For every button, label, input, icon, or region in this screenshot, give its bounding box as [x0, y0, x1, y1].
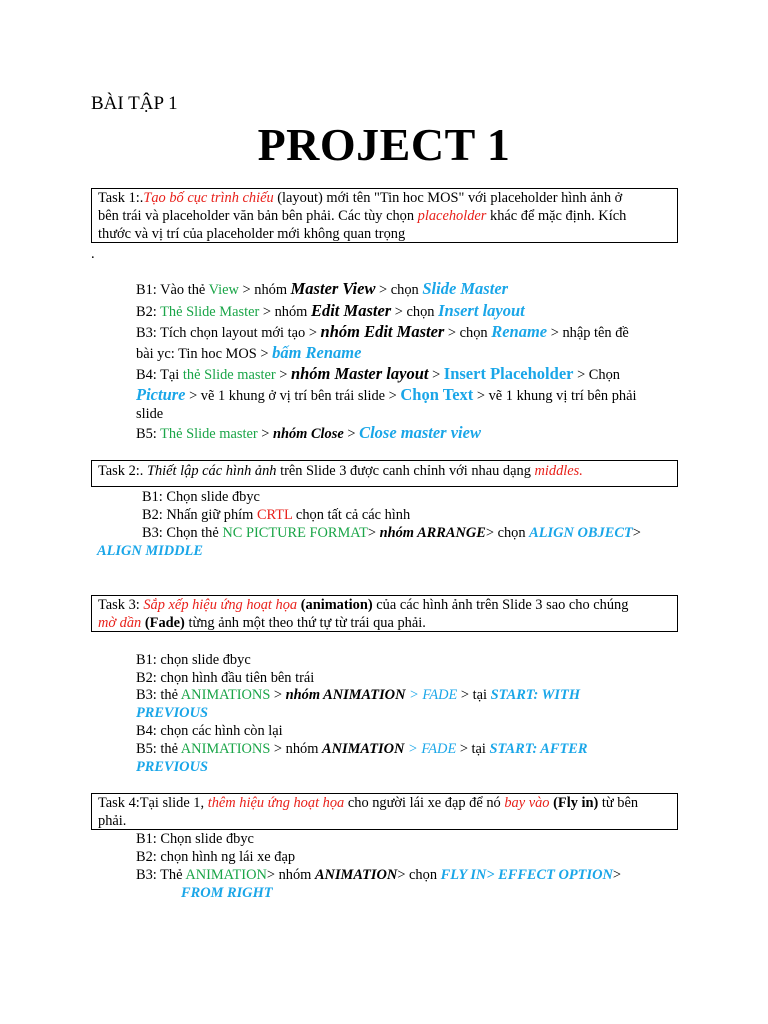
task1-step4: B4: Tại thẻ Slide master > nhóm Master layout > Insert Placeholder > Chọn	[136, 364, 620, 383]
task3-step1: B1: chọn slide đbyc	[136, 652, 251, 668]
task1-line3: thước và vị trí của placeholder mới không quan trọng	[98, 226, 406, 242]
task4-step2: B2: chọn hình ng lái xe đạp	[136, 849, 296, 865]
task1-step4-cont: Picture > vẽ 1 khung ở vị trí bên trái slide > Chọn Text > vẽ 1 khung vị trí bên phải	[136, 385, 637, 404]
task2-step3: B3: Chọn thẻ NC PICTURE FORMAT> nhóm ARRANGE> chọn ALIGN OBJECT>	[142, 525, 641, 541]
task2-box	[91, 460, 678, 487]
task1-line2: bên trái và placeholder văn bản bên phải. Các tùy chọn placeholder khác để mặc định. Kích	[98, 208, 627, 224]
task4-step3: B3: Thẻ ANIMATION> nhóm ANIMATION> chọn FLY IN> EFFECT OPTION>	[136, 867, 621, 883]
task3-line1: Task 3: Sắp xếp hiệu ứng hoạt họa (animation) của các hình ảnh trên Slide 3 sao cho chúng	[98, 597, 629, 613]
task3-step3: B3: thẻ ANIMATIONS > nhóm ANIMATION > FADE > tại START: WITH	[136, 687, 581, 703]
task2-line1: Task 2:. Thiết lập các hình ảnh trên Slide 3 được canh chỉnh với nhau dạng middles.	[98, 463, 583, 479]
task4-step1: B1: Chọn slide đbyc	[136, 831, 254, 847]
task2-step3-cont: ALIGN MIDDLE	[97, 543, 203, 559]
task1-step3: B3: Tích chọn layout mới tạo > nhóm Edit Master > chọn Rename > nhập tên đề	[136, 322, 629, 341]
exercise-heading: BÀI TẬP 1	[91, 93, 178, 114]
task1-step1: B1: Vào thẻ View > nhóm Master View > chọn Slide Master	[136, 279, 509, 298]
task3-line2: mờ dần (Fade) từng ảnh một theo thứ tự từ trái qua phải.	[98, 615, 426, 631]
task1-dot: .	[91, 246, 95, 262]
task1-step2: B2: Thẻ Slide Master > nhóm Edit Master > chọn Insert layout	[136, 301, 525, 320]
task4-line2: phải.	[98, 813, 127, 829]
task1-step4-end: slide	[136, 406, 164, 422]
task1-step5: B5: Thẻ Slide master > nhóm Close > Close master view	[136, 423, 481, 442]
task1-line1: Task 1:.Tạo bố cục trình chiếu (layout) mới tên "Tin hoc MOS" với placeholder hình ảnh ở	[98, 190, 623, 206]
task4-step3-cont: FROM RIGHT	[181, 885, 273, 901]
task2-step1: B1: Chọn slide đbyc	[142, 489, 260, 505]
task3-step4: B4: chọn các hình còn lại	[136, 723, 283, 739]
task3-step5-cont: PREVIOUS	[136, 759, 208, 775]
task2-step2: B2: Nhấn giữ phím CRTL chọn tất cả các hình	[142, 507, 411, 523]
task1-step3-cont: bài yc: Tin hoc MOS > bấm Rename	[136, 343, 362, 362]
task1-box	[91, 188, 678, 243]
project-title: PROJECT 1	[257, 119, 511, 170]
task3-step5: B5: thẻ ANIMATIONS > nhóm ANIMATION > FADE > tại START: AFTER	[136, 741, 588, 757]
task4-line1: Task 4:Tại slide 1, thêm hiệu ứng hoạt họa cho người lái xe đạp để nó bay vào (Fly in) từ bên	[98, 795, 639, 811]
task4-box	[91, 793, 678, 830]
task3-box	[91, 595, 678, 632]
task3-step3-cont: PREVIOUS	[136, 705, 208, 721]
task3-step2: B2: chọn hình đầu tiên bên trái	[136, 670, 315, 686]
